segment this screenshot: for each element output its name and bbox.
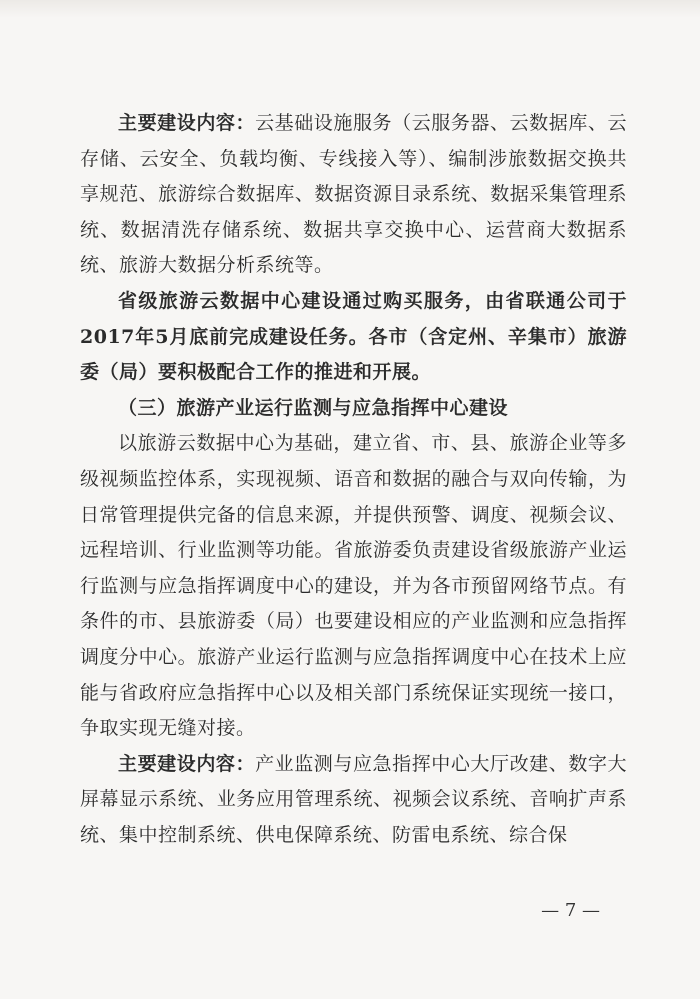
paragraph-purchase-service [80,284,627,391]
paragraph-monitoring [80,426,627,746]
paragraph-text: 以旅游云数据中心为基础，建立省、市、县、旅游企业等多级视频监控体系，实现视频、语音和数据的融合与双向传输，为日常管理提供完备的信息来源，并提供预警、调度、视频会议、远程培训、行业监测等功能。省旅游委负责建设省级旅游产业运行监测与应急指挥调度中心的建设，并为各市预留网络节点。有条件的市、县旅游委（局）也要建设相应的产业监测和应急指挥调度分中心。旅游产业运行监测与应急指挥调度中心在技术上应能与省政府应急指挥中心以及相关部门系统保证实现统一接口，争取实现无缝对接。 [80,432,627,740]
paragraph-text: 产业监测与应急指挥中心大厅改建、数字大屏幕显示系统、业务应用管理系统、视频会议系统、音响扩声系统、集中控制系统、供电保障系统、防雷电系统、综合保 [80,752,627,846]
scan-edge [0,0,700,18]
paragraph-lead: 主要建设内容： [118,752,256,775]
paragraph-content-1 [80,106,627,284]
document-body [80,106,627,853]
paragraph-text: 云基础设施服务（云服务器、云数据库、云存储、云安全、负载均衡、专线接入等）、编制涉旅数据交换共享规范、旅游综合数据库、数据资源目录系统、数据采集管理系统、数据清洗存储系统、数据共享交换中心、运营商大数据系统、旅游大数据分析系统等。 [80,112,627,277]
paragraph-text: 省级旅游云数据中心建设通过购买服务，由省联通公司于2017年5月底前完成建设任务。各市（含定州、辛集市）旅游委（局）要积极配合工作的推进和开展。 [80,289,627,384]
page-number: — 7 — [541,900,600,921]
paragraph-lead: 主要建设内容： [118,112,256,134]
section-heading: （三）旅游产业运行监测与应急指挥中心建设 [118,396,509,419]
paragraph-content-2 [80,747,627,854]
